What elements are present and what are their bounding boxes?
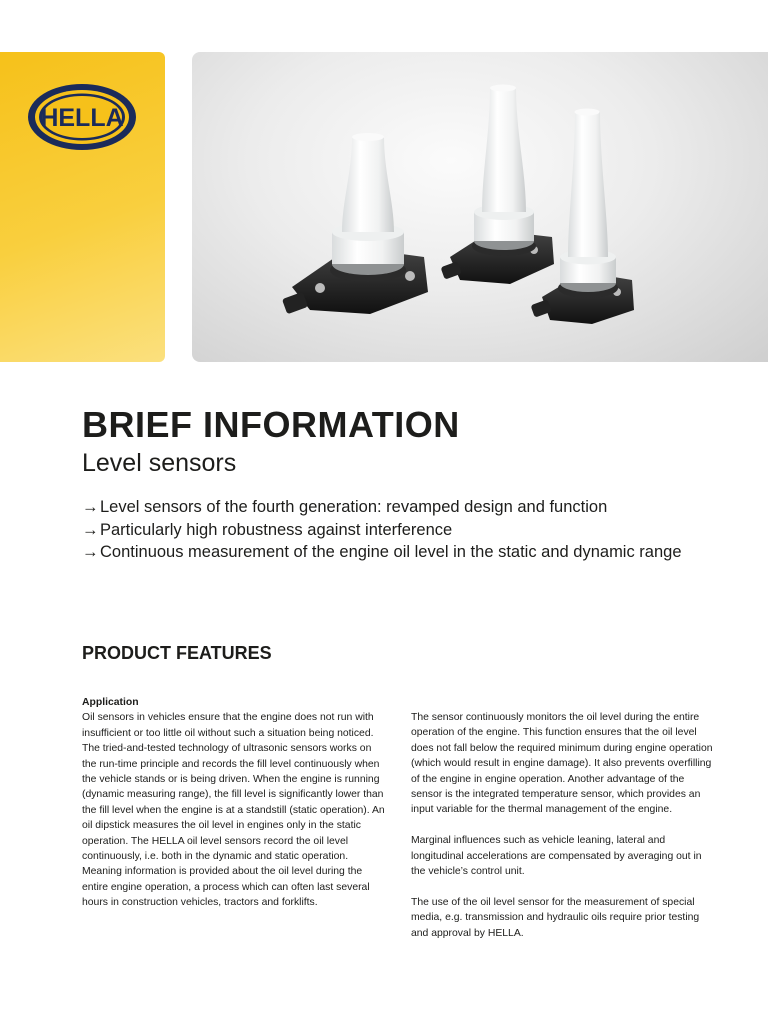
- page-subtitle: Level sensors: [82, 449, 237, 477]
- arrow-right-icon: →: [82, 498, 99, 516]
- page-title: BRIEF INFORMATION: [82, 404, 460, 445]
- sensor-right: [530, 109, 634, 325]
- sensor-middle: [440, 85, 554, 285]
- arrow-right-icon: →: [82, 543, 99, 561]
- highlights-list: [82, 496, 682, 564]
- application-text: Oil sensors in vehicles ensure that the engine does not run with insufficient or too little oil without such a situation being noticed. The tried-and-tested technology of ultrasonic sensors works on the run-time principle and records the fill level continuously when the vehicle stands or is being driven. When the engine is running (dynamic measuring range), the fill level is significantly lower than the fill level when the engine is at a standstill (static operation). An oil dipstick measures the oil level in engines only in the static operation. The HELLA oil level sensors record the oil level continuously, i.e. both in the dynamic and static operation. Meaning information is provided about the oil level during the entire engine operation, a process which can often last several hours in construction vehicles, tractors and forklifts.: [82, 712, 385, 909]
- highlight-item: [82, 496, 682, 519]
- sensor-left: [282, 133, 428, 314]
- highlight-item: [82, 541, 682, 564]
- product-hero-image: [192, 52, 768, 362]
- highlight-text: Particularly high robustness against interference: [100, 520, 453, 539]
- features-left-column: [82, 695, 388, 911]
- highlight-text: Level sensors of the fourth generation: revamped design and function: [100, 498, 608, 516]
- features-right-column: [411, 710, 717, 941]
- section-heading-product-features: PRODUCT FEATURES: [82, 643, 272, 663]
- paragraph-marginal-influences: Marginal influences such as vehicle leaning, lateral and longitudinal accelerations are compensated by averaging out in the vehicle’s control unit.: [411, 835, 702, 878]
- paragraph-monitoring: The sensor continuously monitors the oil level during the entire operation of the engine. This function ensures that the oil level does not fall below the required minimum during engine operation (which would result in engine damage). It also prevents overfilling of the engine in engine operation. Another advantage of the sensor is the integrated temperature sensor, which provides an input variable for the thermal management of the engine.: [411, 712, 713, 816]
- paragraph-special-media: The use of the oil level sensor for the measurement of special media, e.g. transmission and hydraulic oils require prior testing and approval by HELLA.: [411, 896, 700, 939]
- hella-logo: [26, 82, 138, 157]
- highlight-item: [82, 519, 682, 542]
- arrow-right-icon: →: [82, 520, 99, 539]
- brand-panel: [0, 52, 165, 362]
- application-heading: Application: [82, 697, 139, 708]
- logo-text: HELLA: [40, 104, 124, 132]
- highlight-text: Continuous measurement of the engine oil level in the static and dynamic range: [100, 543, 682, 561]
